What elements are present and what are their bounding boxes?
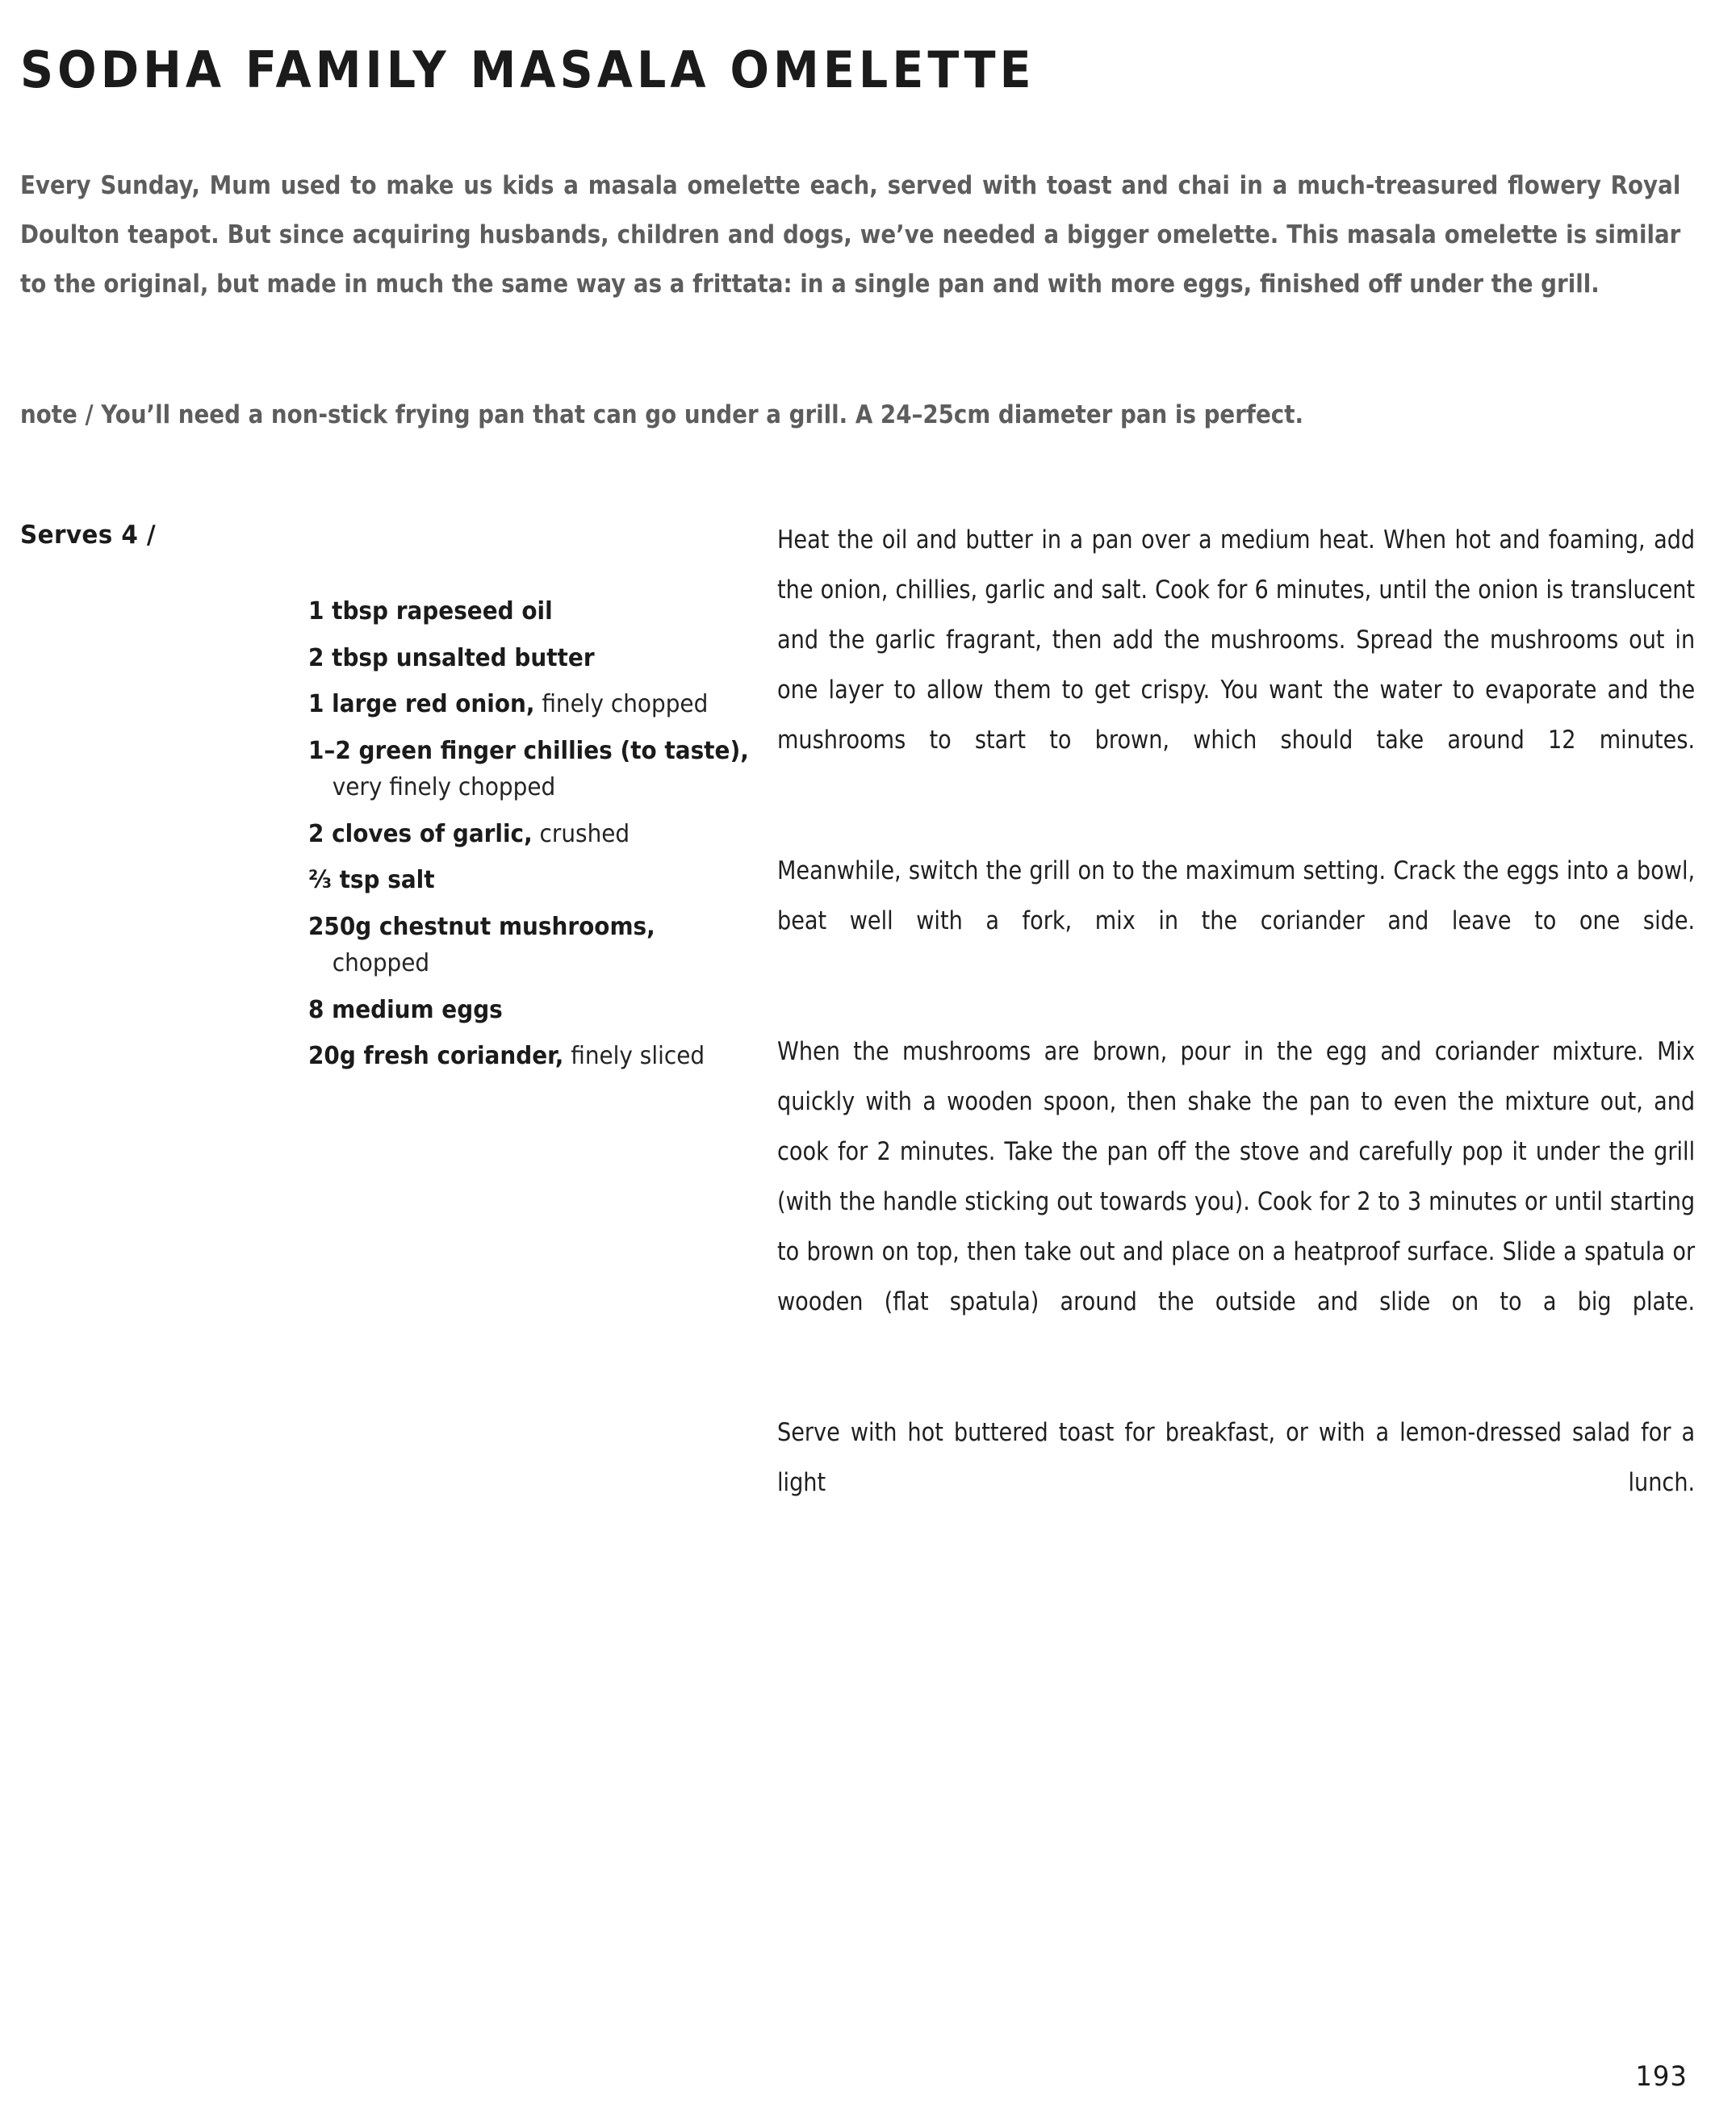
method-paragraph: Serve with hot buttered toast for breakfast, or with a lemon-dressed salad for a light lunch. bbox=[777, 1418, 1696, 1497]
ingredient-item bbox=[308, 1038, 752, 1075]
ingredient-item bbox=[308, 686, 752, 723]
ingredient-item bbox=[308, 640, 752, 677]
ingredient-item bbox=[308, 992, 752, 1029]
ingredients-list bbox=[308, 593, 749, 1085]
ingredient-quantity: 1–2 green finger chillies (to taste), bbox=[308, 736, 749, 765]
intro-block bbox=[20, 161, 1681, 429]
ingredient-quantity: 250g chestnut mushrooms, bbox=[308, 912, 655, 941]
ingredient-quantity: 1 tbsp rapeseed oil bbox=[308, 597, 553, 625]
ingredient-quantity: ⅔ tsp salt bbox=[308, 866, 435, 894]
ingredient-item bbox=[308, 733, 752, 806]
intro-paragraph: Every Sunday, Mum used to make us kids a masala omelette each, served with toast and chai in a much-treasured flowery Royal Doulton teapot. But since acquiring husbands, children and dogs, we’ve needed a bigger omelette. This masala omelette is similar to the original, but made in much the same way as a frittata: in a single pan and with more eggs, finished off under the grill. bbox=[20, 171, 1681, 299]
serves-label: Serves 4 / bbox=[20, 521, 156, 550]
method-paragraph: Meanwhile, switch the grill on to the maximum setting. Crack the eggs into a bowl, beat well with a fork, mix in the coriander and leave to one side. bbox=[777, 856, 1696, 935]
ingredient-preparation: finely chopped bbox=[534, 690, 709, 718]
ingredient-quantity: 8 medium eggs bbox=[308, 995, 503, 1024]
ingredient-quantity: 2 cloves of garlic, bbox=[308, 819, 533, 848]
ingredient-preparation: finely sliced bbox=[563, 1042, 705, 1070]
ingredient-quantity: 1 large red onion, bbox=[308, 690, 535, 718]
ingredient-item bbox=[308, 816, 752, 853]
method-steps bbox=[777, 515, 1695, 1558]
method-paragraph: When the mushrooms are brown, pour in the egg and coriander mixture. Mix quickly with a wooden spoon, then shake the pan to even the mixture out, and cook for 2 minutes. Take the pan off the stove and carefully pop it under the grill (with the handle sticking out towards you). Cook for 2 to 3 minutes or until starting to brown on top, then take out and place on a heatproof surface. Slide a spatula or wooden (flat spatula) around the outside and slide on to a big plate. bbox=[777, 1037, 1696, 1316]
ingredient-item bbox=[308, 593, 752, 630]
page-number: 193 bbox=[1635, 2060, 1688, 2093]
method-paragraph: Heat the oil and butter in a pan over a medium heat. When hot and foaming, add the onion, chillies, garlic and salt. Cook for 6 minutes, until the onion is translucent and the garlic fragrant, then add the mushrooms. Spread the mushrooms out in one layer to allow them to get crispy. You want the water to evaporate and the mushrooms to start to brown, which should take around 12 minutes. bbox=[777, 525, 1696, 755]
ingredient-preparation: crushed bbox=[532, 819, 630, 848]
ingredient-preparation: chopped bbox=[332, 949, 430, 977]
ingredient-item bbox=[308, 909, 752, 982]
ingredient-item bbox=[308, 862, 752, 899]
intro-note: note / You’ll need a non-stick frying pan that can go under a grill. A 24–25cm diameter pan is perfect. bbox=[20, 400, 1303, 429]
ingredient-preparation: very finely chopped bbox=[332, 773, 556, 801]
ingredient-quantity: 2 tbsp unsalted butter bbox=[308, 643, 595, 672]
page-title: SODHA FAMILY MASALA OMELETTE bbox=[20, 40, 1035, 99]
ingredient-quantity: 20g fresh coriander, bbox=[308, 1042, 564, 1070]
